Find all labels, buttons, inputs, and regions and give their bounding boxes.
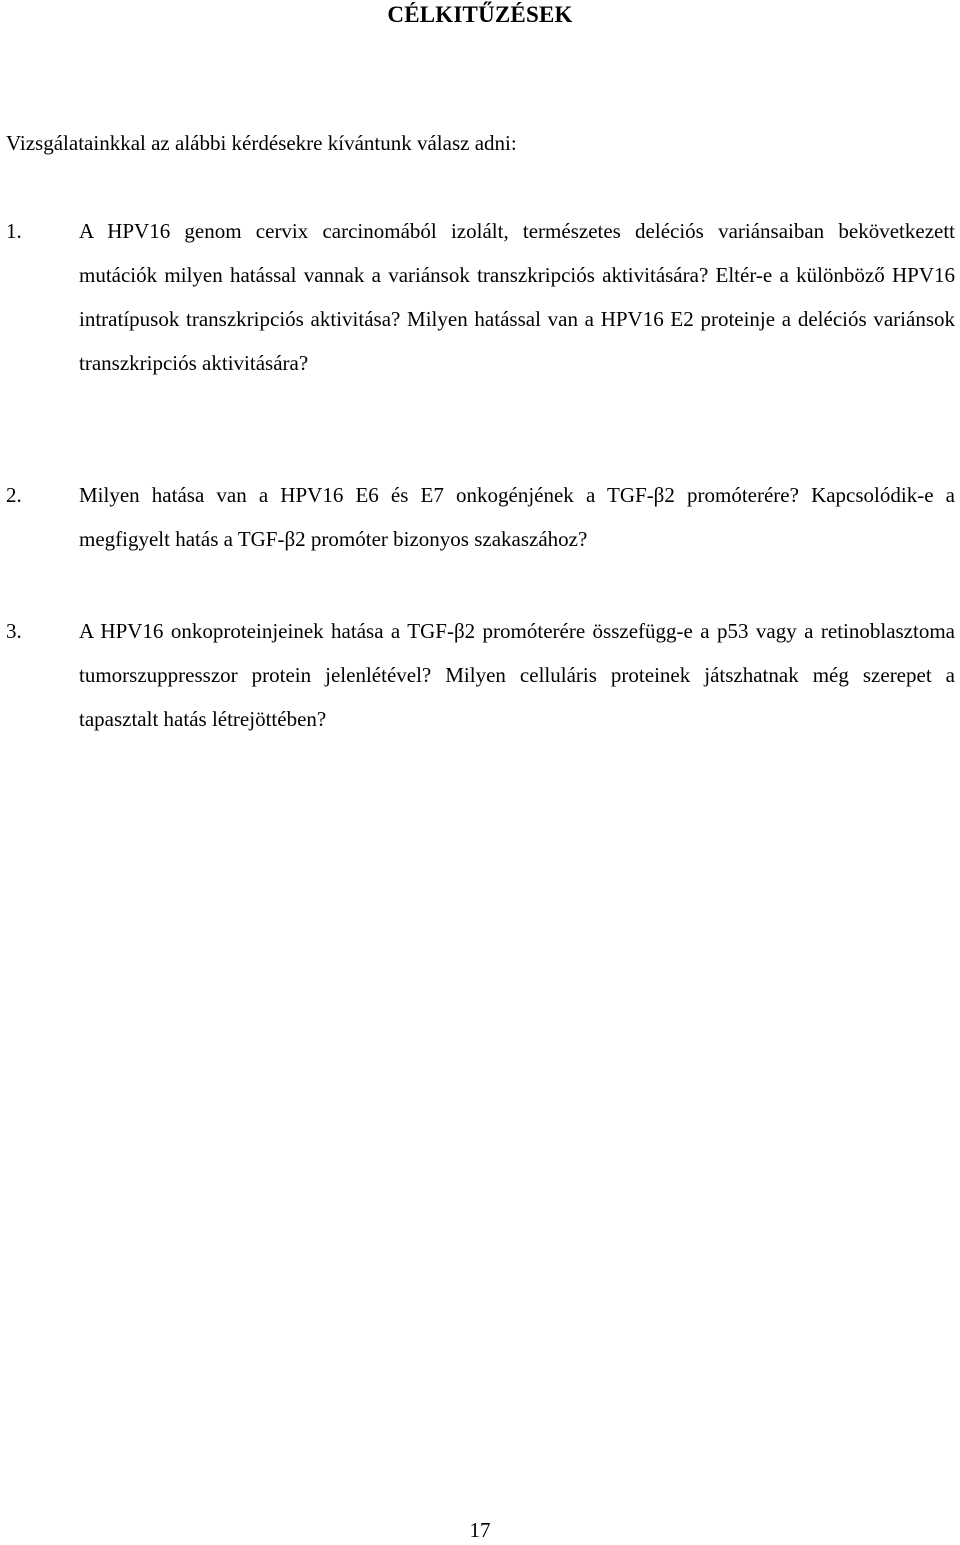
- page-title: CÉLKITŰZÉSEK: [387, 2, 573, 27]
- question-1-text: A HPV16 genom cervix carcinomából izolált, természetes deléciós variánsaiban bekövetkezett mutációk milyen hatással vannak a variánsok transzkripciós aktivitására? Eltér-e a különböző HPV16 intratípusok transzkripciós aktivitása? Milyen hatással van a HPV16 E2 proteinje a deléciós variánsok transzkripciós aktivitására?: [79, 219, 955, 375]
- question-3-text: A HPV16 onkoproteinjeinek hatása a TGF-β2 promóterére összefügg-e a p53 vagy a retinoblasztoma tumorszuppresszor protein jelenlétével? Milyen celluláris proteinek játszhatnak még szerepet a tapasztalt hatás létrejöttében?: [79, 619, 955, 731]
- question-2-text: Milyen hatása van a HPV16 E6 és E7 onkogénjének a TGF-β2 promóterére? Kapcsolódik-e a megfigyelt hatás a TGF-β2 promóter bizonyos szakaszához?: [79, 483, 955, 551]
- question-3-number: 3.: [6, 619, 22, 643]
- question-2-number: 2.: [6, 483, 22, 507]
- question-1-number: 1.: [6, 219, 22, 243]
- intro-paragraph: Vizsgálatainkkal az alábbi kérdésekre kívántunk válasz adni:: [6, 131, 517, 155]
- page-number: 17: [469, 1518, 491, 1542]
